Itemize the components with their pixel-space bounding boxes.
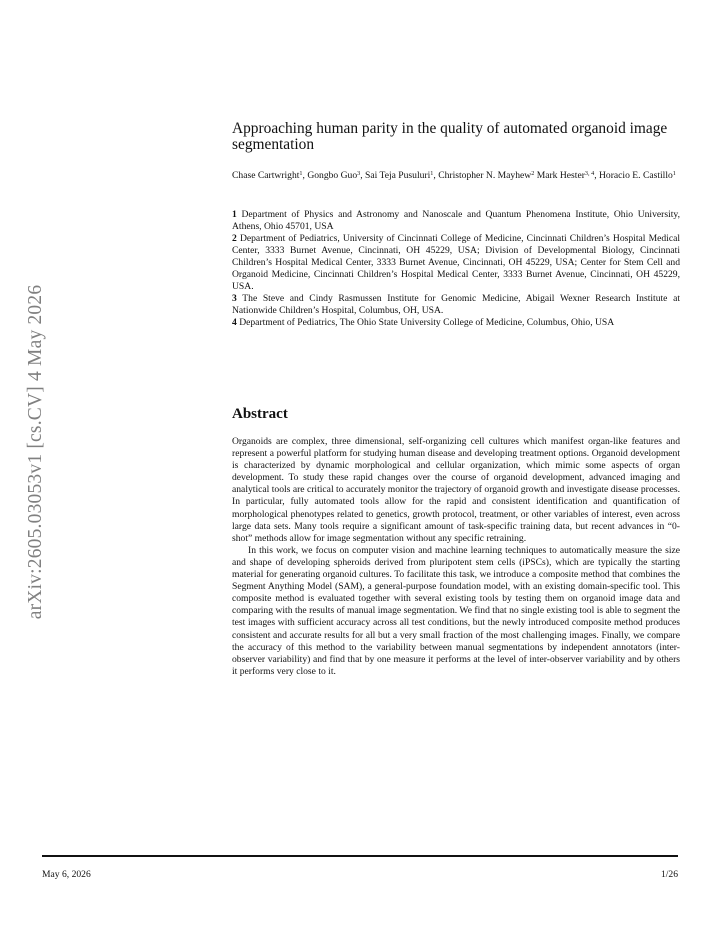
- author-name: Mark Hester: [536, 170, 585, 181]
- author-name: Horacio E. Castillo: [598, 170, 673, 181]
- arxiv-identifier: arXiv:2605.03053v1 [cs.CV] 4 May 2026: [25, 284, 46, 620]
- author-affiliation-mark: 1: [430, 170, 434, 177]
- abstract-paragraph: Organoids are complex, three dimensional, self-organizing cell cultures which manifest organ-like features and represent a powerful platform for studying human disease and developing treatment options. Organoid development is characterized by dynamic morphological and cellular organization, which mimic some aspects of organ development. To study these rapid changes over the course of organoid development, advanced imaging and analytical tools are critical to accurately monitor the trajectory of organoid growth and investigate disease processes. In particular, fully automated tools allow for the rapid and consistent identification and quantification of morphological phenotypes related to genetics, growth protocol, treatment, or other variables of interest, even across large data sets. Many tools require a significant amount of task-specific training data, but recent advances in “0-shot” methods allow for image segmentation without any specific retraining.: [232, 436, 680, 544]
- affiliation-text: Department of Pediatrics, University of Cincinnati College of Medicine, Cincinnati Children’s Hospital Medical Center, 3333 Burnet Avenue, Cincinnati, OH 45229, USA; Division of Developmental Biology, Cincinnati Children’s Hospital Medical Center, 3333 Burnet Avenue, Cincinnati, OH 45229, USA; Center for Stem Cell and Organoid Medicine, Cincinnati Children’s Hospital Medical Center, 3333 Burnet Avenue, Cincinnati, OH 45229, USA.: [232, 233, 681, 292]
- affiliation-text: Department of Pediatrics, The Ohio State University College of Medicine, Columbus, Ohio, USA: [239, 317, 615, 328]
- abstract-body: [232, 436, 680, 678]
- author-name: Sai Teja Pusuluri: [365, 170, 431, 181]
- author-affiliation-mark: 1: [299, 170, 303, 177]
- affiliation-number: 4: [232, 317, 237, 328]
- abstract-paragraph: In this work, we focus on computer vision and machine learning techniques to automatically measure the size and shape of developing spheroids derived from pluripotent stem cells (iPSCs), which are typically the starting material for generating organoid cultures. To facilitate this task, we introduce a composite method that combines the Segment Anything Model (SAM), a general-purpose foundation model, with an existing domain-specific tool. This composite method is evaluated together with several existing tools by testing them on organoid image data and comparing with the results of manual image segmentation. We find that no single existing tool is able to segment the test images with sufficient accuracy across all test conditions, but the newly introduced composite method produces consistent and accurate results for all but a very small fraction of the most challenging images. Finally, we compare the accuracy of this method to the variability between manual segmentations by independent annotators (inter-observer variability) and find that by one measure it performs at the level of inter-observer variability and by others it performs very close to it.: [232, 544, 680, 677]
- author-name: Christopher N. Mayhew: [438, 170, 532, 181]
- author-name: Chase Cartwright: [232, 170, 300, 181]
- author-affiliation-mark: 3, 4: [584, 170, 595, 177]
- author-list: Chase Cartwright$^1$, Gongbo Guo$^3$, Sai Teja Pusuluri$^1$, Christopher N. Mayhew$^2$ Mark Hester$^{3, 4}$, Horacio E. Castillo$^1$: [232, 170, 676, 181]
- affiliation-number: 3: [232, 293, 237, 304]
- author-affiliation-mark: 1: [672, 170, 676, 177]
- affiliation-number: 2: [232, 233, 237, 244]
- footer-rule: [42, 855, 678, 857]
- affiliation-item: [232, 233, 680, 293]
- page-number: 1/26: [660, 869, 678, 880]
- paper-title: Approaching human parity in the quality of automated organoid image segmentation: [232, 120, 668, 153]
- author-affiliation-mark: 3: [357, 170, 361, 177]
- author-name: Gongbo Guo: [307, 170, 358, 181]
- affiliation-text: The Steve and Cindy Rasmussen Institute for Genomic Medicine, Abigail Wexner Research Institute at Nationwide Children’s Hospital, Columbus, OH, USA.: [232, 293, 680, 316]
- affiliation-number: 1: [232, 209, 237, 220]
- abstract-heading: Abstract: [232, 406, 288, 422]
- affiliation-text: Department of Physics and Astronomy and Nanoscale and Quantum Phenomena Institute, Ohio University, Athens, Ohio 45701, USA: [232, 209, 680, 232]
- affiliation-item: [232, 317, 680, 329]
- affiliation-list: [232, 209, 680, 329]
- author-affiliation-mark: 2: [531, 170, 535, 177]
- footer-date: May 6, 2026: [42, 869, 91, 880]
- affiliation-item: [232, 293, 680, 317]
- affiliation-item: [232, 209, 680, 233]
